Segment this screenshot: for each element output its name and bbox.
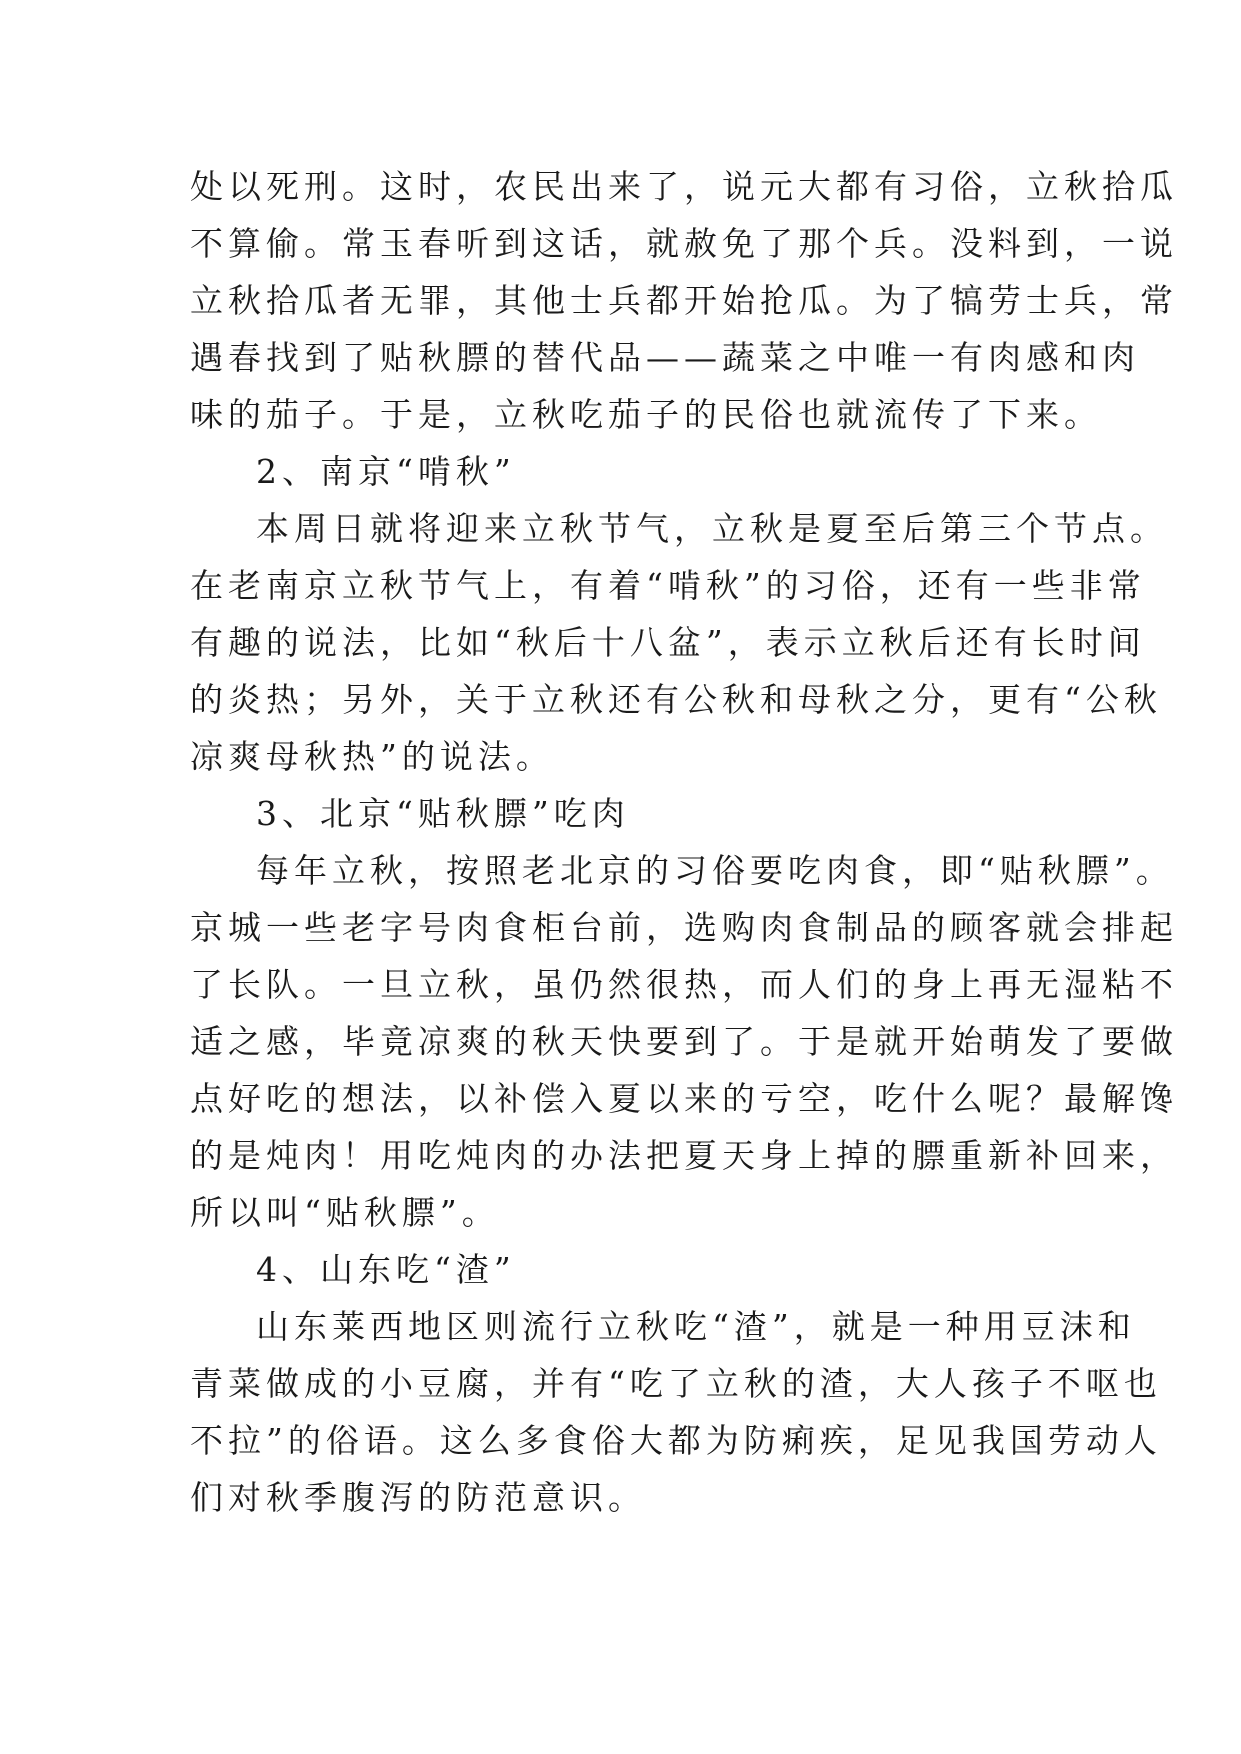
body-line: 凉爽母秋热”的说法。 — [190, 737, 554, 776]
body-line: 本周日就将迎来立秋节气，立秋是夏至后第三个节点。 — [256, 509, 1168, 548]
section-heading: 2、南京“啃秋” — [256, 452, 516, 491]
body-line: 的是炖肉！用吃炖肉的办法把夏天身上掉的膘重新补回来， — [190, 1136, 1178, 1175]
body-line: 所以叫“贴秋膘”。 — [190, 1193, 500, 1232]
body-line: 京城一些老字号肉食柜台前，选购肉食制品的顾客就会排起 — [190, 908, 1178, 947]
body-line: 每年立秋，按照老北京的习俗要吃肉食，即“贴秋膘”。 — [256, 851, 1174, 890]
body-line: 不拉”的俗语。这么多食俗大都为防痢疾，足见我国劳动人 — [190, 1421, 1162, 1460]
body-line: 适之感，毕竟凉爽的秋天快要到了。于是就开始萌发了要做 — [190, 1022, 1178, 1061]
body-line: 不算偷。常玉春听到这话，就赦免了那个兵。没料到，一说 — [190, 224, 1178, 263]
body-line: 了长队。一旦立秋，虽仍然很热，而人们的身上再无湿粘不 — [190, 965, 1178, 1004]
body-line: 点好吃的想法，以补偿入夏以来的亏空，吃什么呢？最解馋 — [190, 1079, 1178, 1118]
body-line: 有趣的说法，比如“秋后十八盆”，表示立秋后还有长时间 — [190, 623, 1146, 662]
body-line: 立秋拾瓜者无罪，其他士兵都开始抢瓜。为了犒劳士兵，常 — [190, 281, 1178, 320]
body-line: 的炎热；另外，关于立秋还有公秋和母秋之分，更有“公秋 — [190, 680, 1162, 719]
body-line: 山东莱西地区则流行立秋吃“渣”，就是一种用豆沫和 — [256, 1307, 1136, 1346]
body-line: 处以死刑。这时，农民出来了，说元大都有习俗，立秋拾瓜 — [190, 167, 1178, 206]
document-body — [190, 158, 1178, 1526]
body-line: 青菜做成的小豆腐，并有“吃了立秋的渣，大人孩子不呕也 — [190, 1364, 1162, 1403]
body-line: 味的茄子。于是，立秋吃茄子的民俗也就流传了下来。 — [190, 395, 1102, 434]
body-line: 遇春找到了贴秋膘的替代品——蔬菜之中唯一有肉感和肉 — [190, 338, 1140, 377]
section-heading: 4、山东吃“渣” — [256, 1250, 516, 1289]
body-line: 在老南京立秋节气上，有着“啃秋”的习俗，还有一些非常 — [190, 566, 1146, 605]
body-line: 们对秋季腹泻的防范意识。 — [190, 1478, 646, 1517]
section-heading: 3、北京“贴秋膘”吃肉 — [256, 794, 630, 833]
